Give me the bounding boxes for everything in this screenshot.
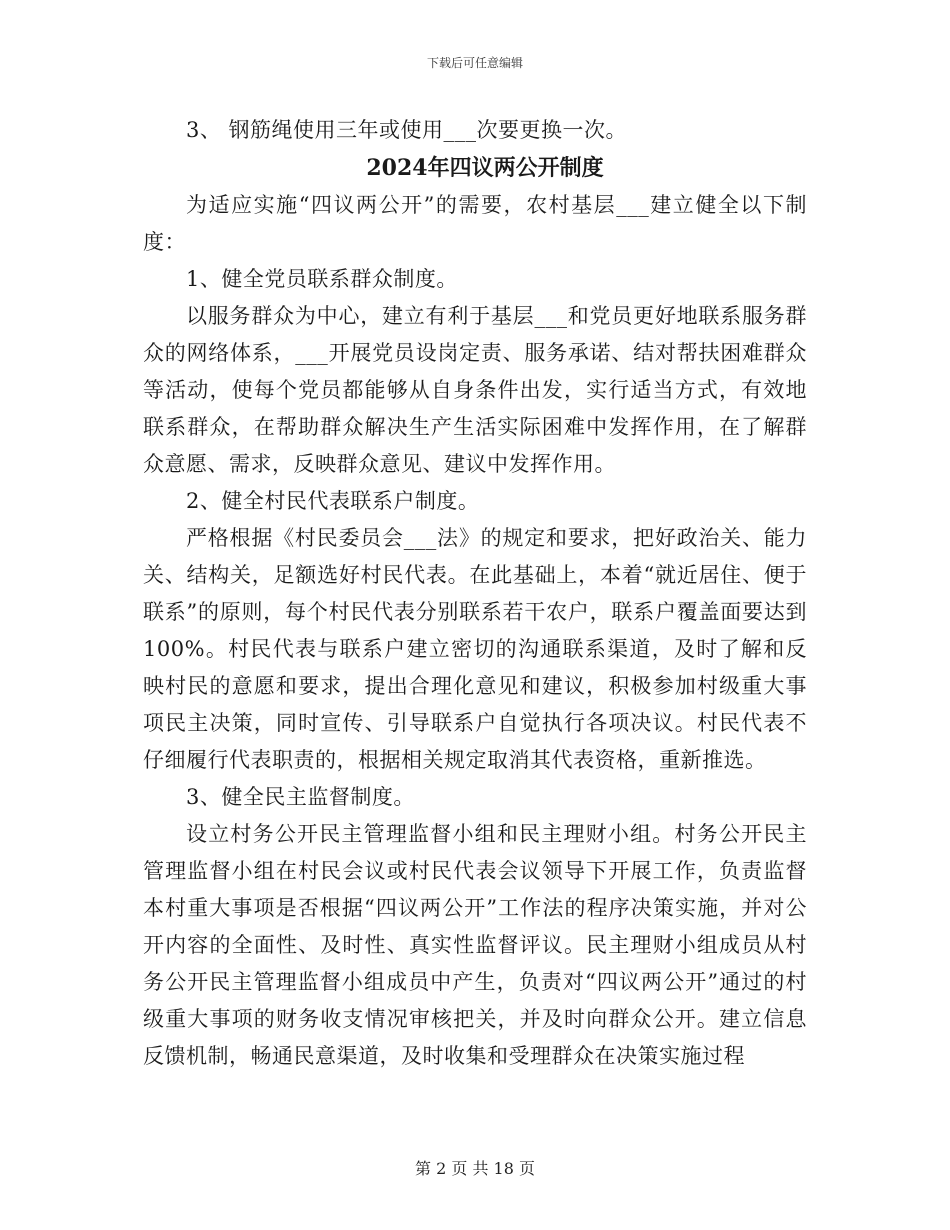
section-heading-3: 3、健全民主监督制度。 [186,785,415,809]
section-heading-2: 2、健全村民代表联系户制度。 [186,489,480,513]
section-paragraph-3: 设立村务公开民主管理监督小组和民主理财小组。村务公开民主管理监督小组在村民会议或村民代表会议领导下开展工作，负责监督本村重大事项是否根据“四议两公开”工作法的程序决策实施，并对公开内容的全面性、及时性、真实性监督评议。民主理财小组成员从村务公开民主管理监督小组成员中产生，负责对“四议两公开”通过的村级重大事项的财务收支情况审核把关，并及时向群众公开。建立信息反馈机制，畅通民意渠道，及时收集和受理群众在决策实施过程 [143,822,807,1068]
document-title: 2024年四议两公开制度 [366,155,604,181]
section-paragraph-2: 严格根据《村民委员会___法》的规定和要求，把好政治关、能力关、结构关，足额选好村民代表。在此基础上，本着“就近居住、便于联系”的原则，每个村民代表分别联系若干农户，联系户覆盖面要达到100%。村民代表与联系户建立密切的沟通联系渠道，及时了解和反映村民的意愿和要求，提出合理化意见和建议，积极参加村级重大事项民主决策，同时宣传、引导联系户自觉执行各项决议。村民代表不仔细履行代表职责的，根据相关规定取消其代表资格，重新推选。 [143,526,807,772]
document-body [143,112,807,1075]
intro-paragraph: 为适应实施“四议两公开”的需要，农村基层___建立健全以下制度： [143,193,807,254]
page-number: 第 2 页 共 18 页 [415,1159,535,1178]
section-paragraph-1: 以服务群众为中心，建立有利于基层___和党员更好地联系服务群众的网络体系，___开展党员设岗定责、服务承诺、结对帮扶困难群众等活动，使每个党员都能够从自身条件出发，实行适当方式，有效地联系群众，在帮助群众解决生产生活实际困难中发挥作用，在了解群众意愿、需求，反映群众意见、建议中发挥作用。 [143,304,807,476]
previous-item-text: 3、 钢筋绳使用三年或使用___次要更换一次。 [186,118,628,142]
section-heading-1: 1、健全党员联系群众制度。 [186,267,458,291]
header-note: 下载后可任意编辑 [426,56,523,70]
